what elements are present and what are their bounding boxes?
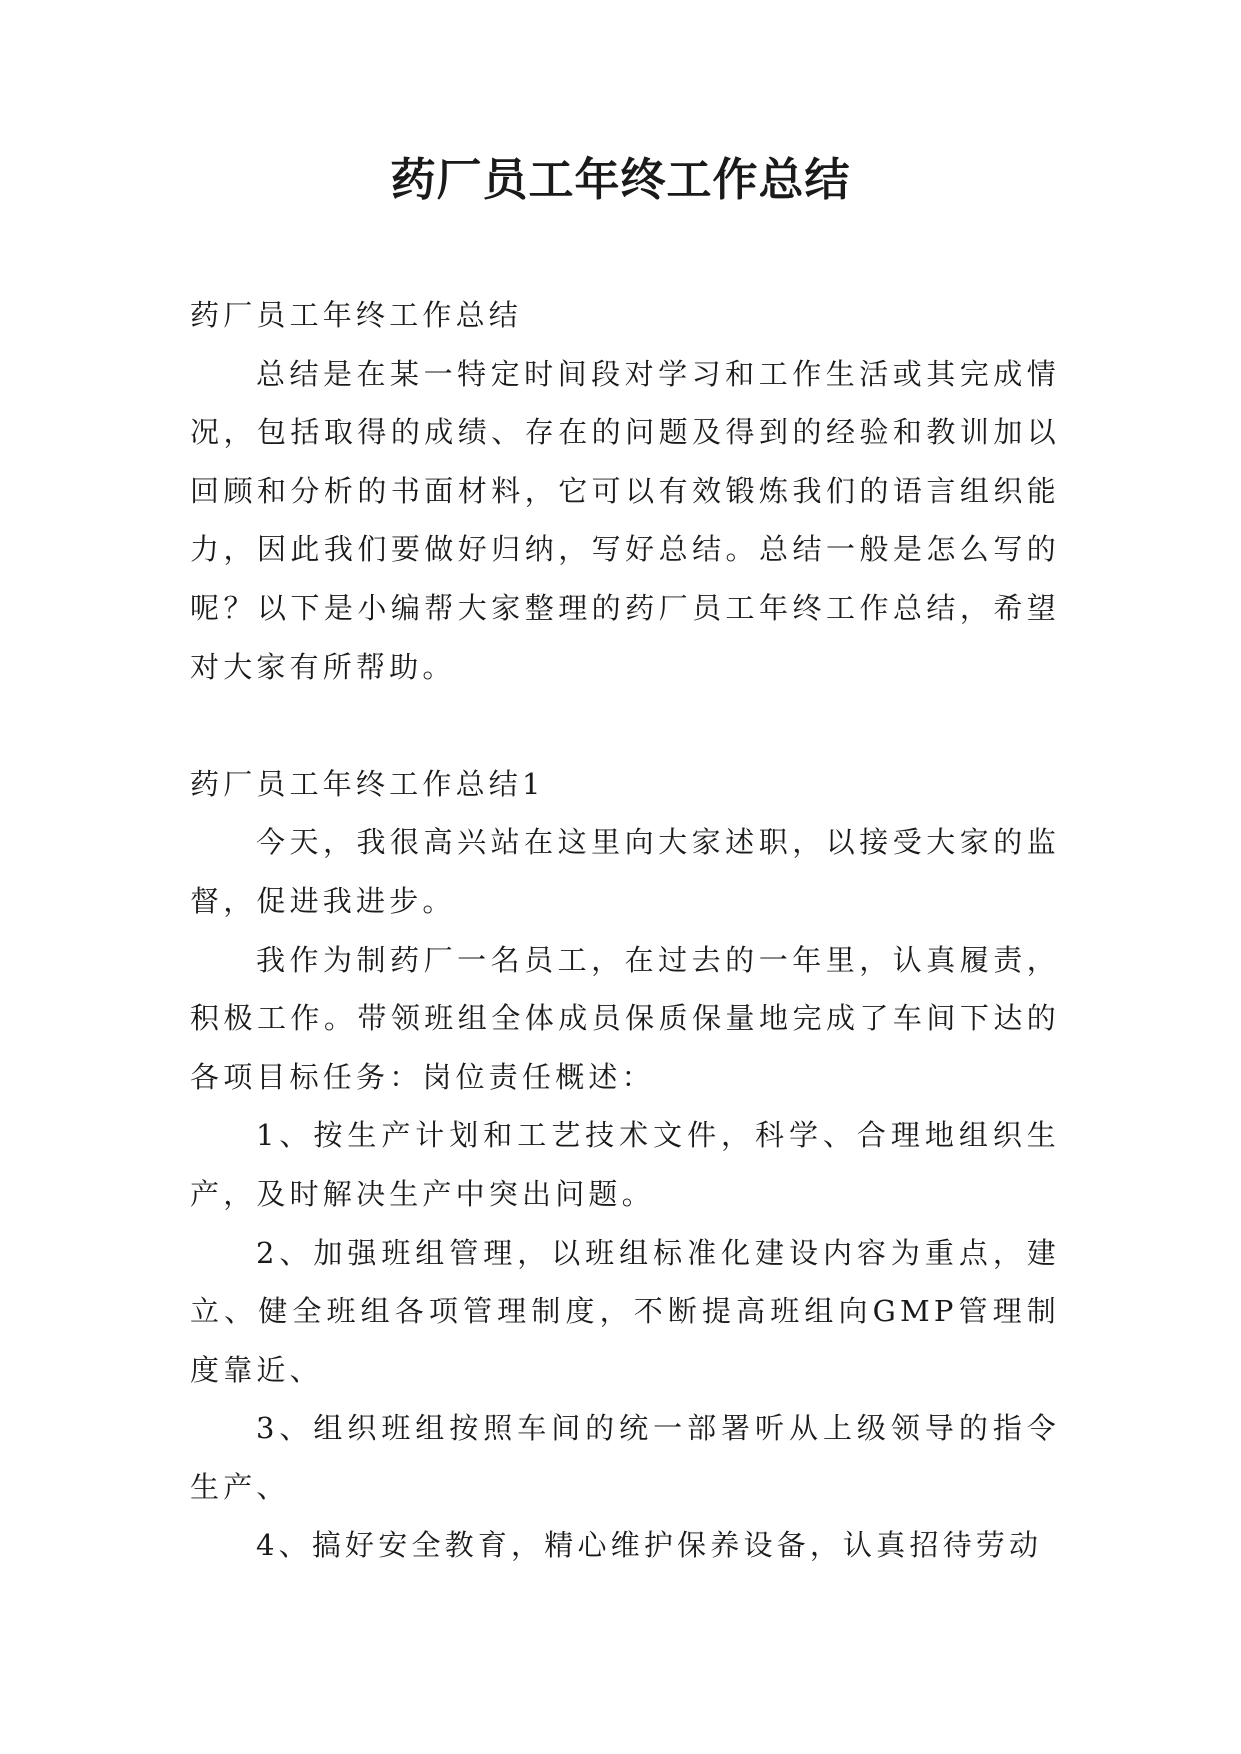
paragraph-spacer xyxy=(190,696,1060,755)
section-heading-intro: 药厂员工年终工作总结 xyxy=(190,298,523,332)
document-body xyxy=(190,286,1060,1575)
list-item-3: 3、组织班组按照车间的统一部署听从上级领导的指令生产、 xyxy=(190,1411,1060,1504)
paragraph-opening: 今天，我很高兴站在这里向大家述职，以接受大家的监督，促进我进步。 xyxy=(190,825,1060,918)
list-item-4: 4、搞好安全教育，精心维护保养设备，认真招待劳动 xyxy=(256,1528,1043,1563)
section-heading-1: 药厂员工年终工作总结1 xyxy=(190,766,545,801)
document-title: 药厂员工年终工作总结 xyxy=(390,153,851,206)
paragraph-role: 我作为制药厂一名员工，在过去的一年里，认真履责，积极工作。带领班组全体成员保质保量地完成了车间下达的各项目标任务：岗位责任概述： xyxy=(190,942,1060,1094)
list-item-1: 1、按生产计划和工艺技术文件，科学、合理地组织生产，及时解决生产中突出问题。 xyxy=(190,1118,1060,1211)
intro-paragraph: 总结是在某一特定时间段对学习和工作生活或其完成情况，包括取得的成绩、存在的问题及得到的经验和教训加以回顾和分析的书面材料，它可以有效锻炼我们的语言组织能力，因此我们要做好归纳，写好总结。总结一般是怎么写的呢？以下是小编帮大家整理的药厂员工年终工作总结，希望对大家有所帮助。 xyxy=(190,356,1060,684)
list-item-2: 2、加强班组管理，以班组标准化建设内容为重点，建立、健全班组各项管理制度，不断提高班组向GMP管理制度靠近、 xyxy=(190,1235,1060,1387)
